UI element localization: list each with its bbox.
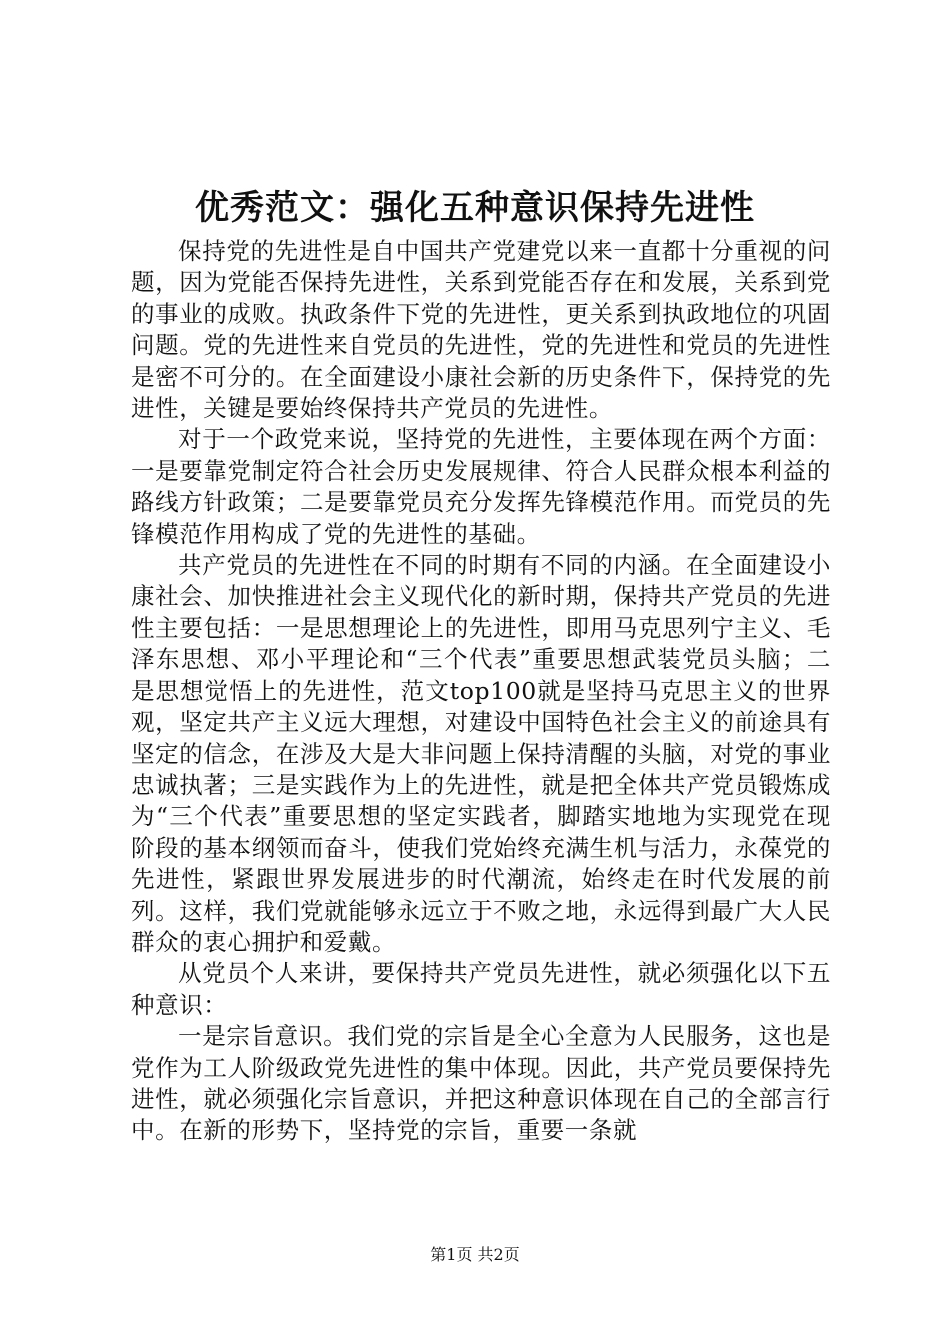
paragraph: 一是宗旨意识。我们党的宗旨是全心全意为人民服务，这也是党作为工人阶级政党先进性的集中体现。因此，共产党员要保持先进性，就必须强化宗旨意识，并把这种意识体现在自己的全部言行中。在新的形势下，坚持党的宗旨，重要一条就 — [131, 1022, 831, 1145]
document-body — [131, 236, 831, 1147]
paragraph: 保持党的先进性是自中国共产党建党以来一直都十分重视的问题，因为党能否保持先进性，关系到党能否存在和发展，关系到党的事业的成败。执政条件下党的先进性，更关系到执政地位的巩固问题。党的先进性来自党员的先进性，党的先进性和党员的先进性是密不可分的。在全面建设小康社会新的历史条件下，保持党的先进性，关键是要始终保持共产党员的先进性。 — [131, 237, 831, 423]
page-number-footer: 第1页 共2页 — [430, 1245, 520, 1264]
paragraph: 从党员个人来讲，要保持共产党员先进性，就必须强化以下五种意识： — [131, 959, 831, 1019]
paragraph: 对于一个政党来说，坚持党的先进性，主要体现在两个方面：一是要靠党制定符合社会历史发展规律、符合人民群众根本利益的路线方针政策；二是要靠党员充分发挥先锋模范作用。而党员的先锋模范作用构成了党的先进性的基础。 — [131, 425, 831, 548]
document-title: 优秀范文：强化五种意识保持先进性 — [195, 188, 755, 228]
paragraph: 共产党员的先进性在不同的时期有不同的内涵。在全面建设小康社会、加快推进社会主义现代化的新时期，保持共产党员的先进性主要包括：一是思想理论上的先进性，即用马克思列宁主义、毛泽东思想、邓小平理论和“三个代表”重要思想武装党员头脑；二是思想觉悟上的先进性，范文top100就是坚持马克思主义的世界观，坚定共产主义远大理想，对建设中国特色社会主义的前途具有坚定的信念，在涉及大是大非问题上保持清醒的头脑，对党的事业忠诚执著；三是实践作为上的先进性，就是把全体共产党员锻炼成为“三个代表”重要思想的坚定实践者，脚踏实地地为实现党在现阶段的基本纲领而奋斗，使我们党始终充满生机与活力，永葆党的先进性，紧跟世界发展进步的时代潮流，始终走在时代发展的前列。这样，我们党就能够永远立于不败之地，永远得到最广大人民群众的衷心拥护和爱戴。 — [131, 551, 831, 956]
